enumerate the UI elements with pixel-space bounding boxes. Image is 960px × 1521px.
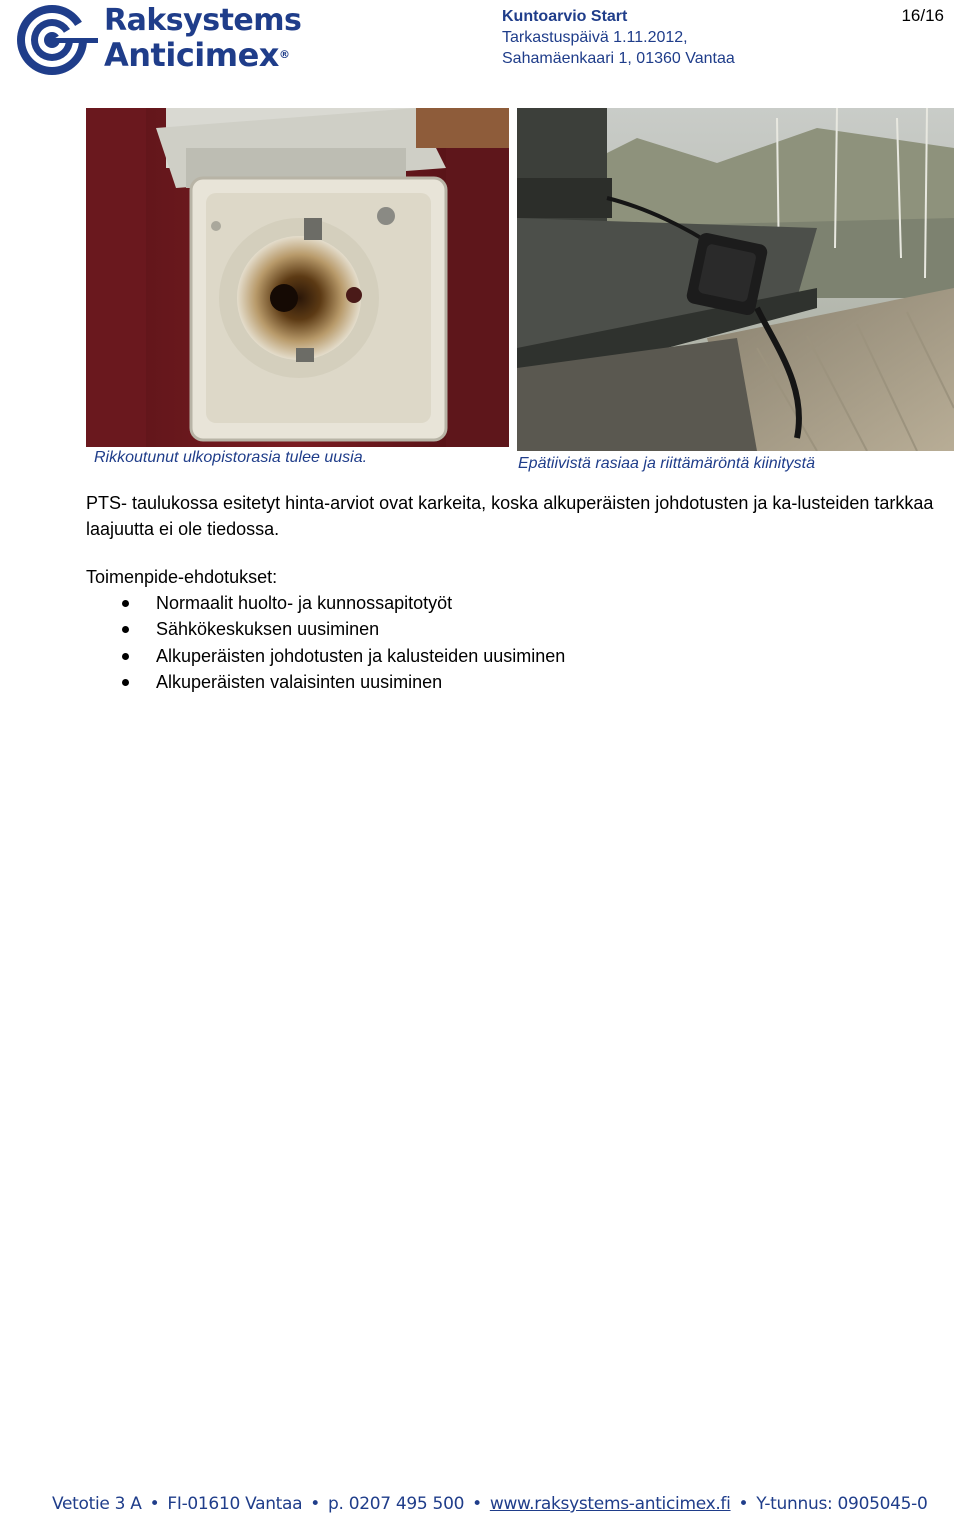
footer-separator: • bbox=[472, 1494, 482, 1514]
list-item: Normaalit huolto- ja kunnossapitotyöt bbox=[86, 590, 565, 616]
logo-text-line2: Anticimex bbox=[104, 36, 279, 74]
list-item: Sähkökeskuksen uusiminen bbox=[86, 616, 565, 642]
logo-emblem-icon bbox=[6, 2, 98, 78]
body-paragraph: PTS- taulukossa esitetyt hinta-arviot ovat karkeita, koska alkuperäisten johdotusten ja ka-lusteiden tarkkaa laajuutta ei ole tiedossa. bbox=[86, 493, 934, 539]
list-item: Alkuperäisten valaisinten uusiminen bbox=[86, 669, 565, 695]
recommendations-list bbox=[86, 590, 565, 695]
footer-business-id: Y-tunnus: 0905045-0 bbox=[756, 1494, 928, 1514]
company-logo bbox=[6, 2, 306, 78]
bullet-icon bbox=[122, 600, 129, 607]
bullet-icon bbox=[122, 679, 129, 686]
document-header bbox=[502, 6, 735, 69]
footer-separator: • bbox=[149, 1494, 160, 1514]
footer-website-link[interactable]: www.raksystems-anticimex.fi bbox=[489, 1494, 731, 1514]
list-item: Alkuperäisten johdotusten ja kalusteiden uusiminen bbox=[86, 643, 565, 669]
bullet-icon bbox=[122, 653, 129, 660]
footer-separator: • bbox=[738, 1494, 749, 1514]
report-title: Kuntoarvio Start bbox=[502, 8, 628, 25]
logo-registered-mark: ® bbox=[278, 48, 290, 61]
footer-postal: FI-01610 Vantaa bbox=[167, 1494, 303, 1514]
photo-junction-box bbox=[517, 108, 954, 451]
property-address: Sahamäenkaari 1, 01360 Vantaa bbox=[502, 50, 735, 67]
inspection-date: Tarkastuspäivä 1.11.2012, bbox=[502, 29, 688, 46]
footer-address: Vetotie 3 A bbox=[52, 1494, 142, 1514]
footer-phone: p. 0207 495 500 bbox=[328, 1494, 465, 1514]
footer-separator: • bbox=[310, 1494, 321, 1514]
photo-caption-broken-socket: Rikkoutunut ulkopistorasia tulee uusia. bbox=[94, 449, 368, 466]
page-footer bbox=[52, 1494, 952, 1514]
recommendations-title: Toimenpide-ehdotukset: bbox=[86, 567, 278, 587]
photo-caption-junction-box: Epätiivistä rasiaa ja riittämäröntä kiinitystä bbox=[518, 455, 816, 472]
logo-text-line1: Raksystems bbox=[104, 3, 302, 38]
page-number: 16/16 bbox=[901, 6, 944, 25]
photo-broken-socket bbox=[86, 108, 509, 447]
bullet-icon bbox=[122, 626, 129, 633]
